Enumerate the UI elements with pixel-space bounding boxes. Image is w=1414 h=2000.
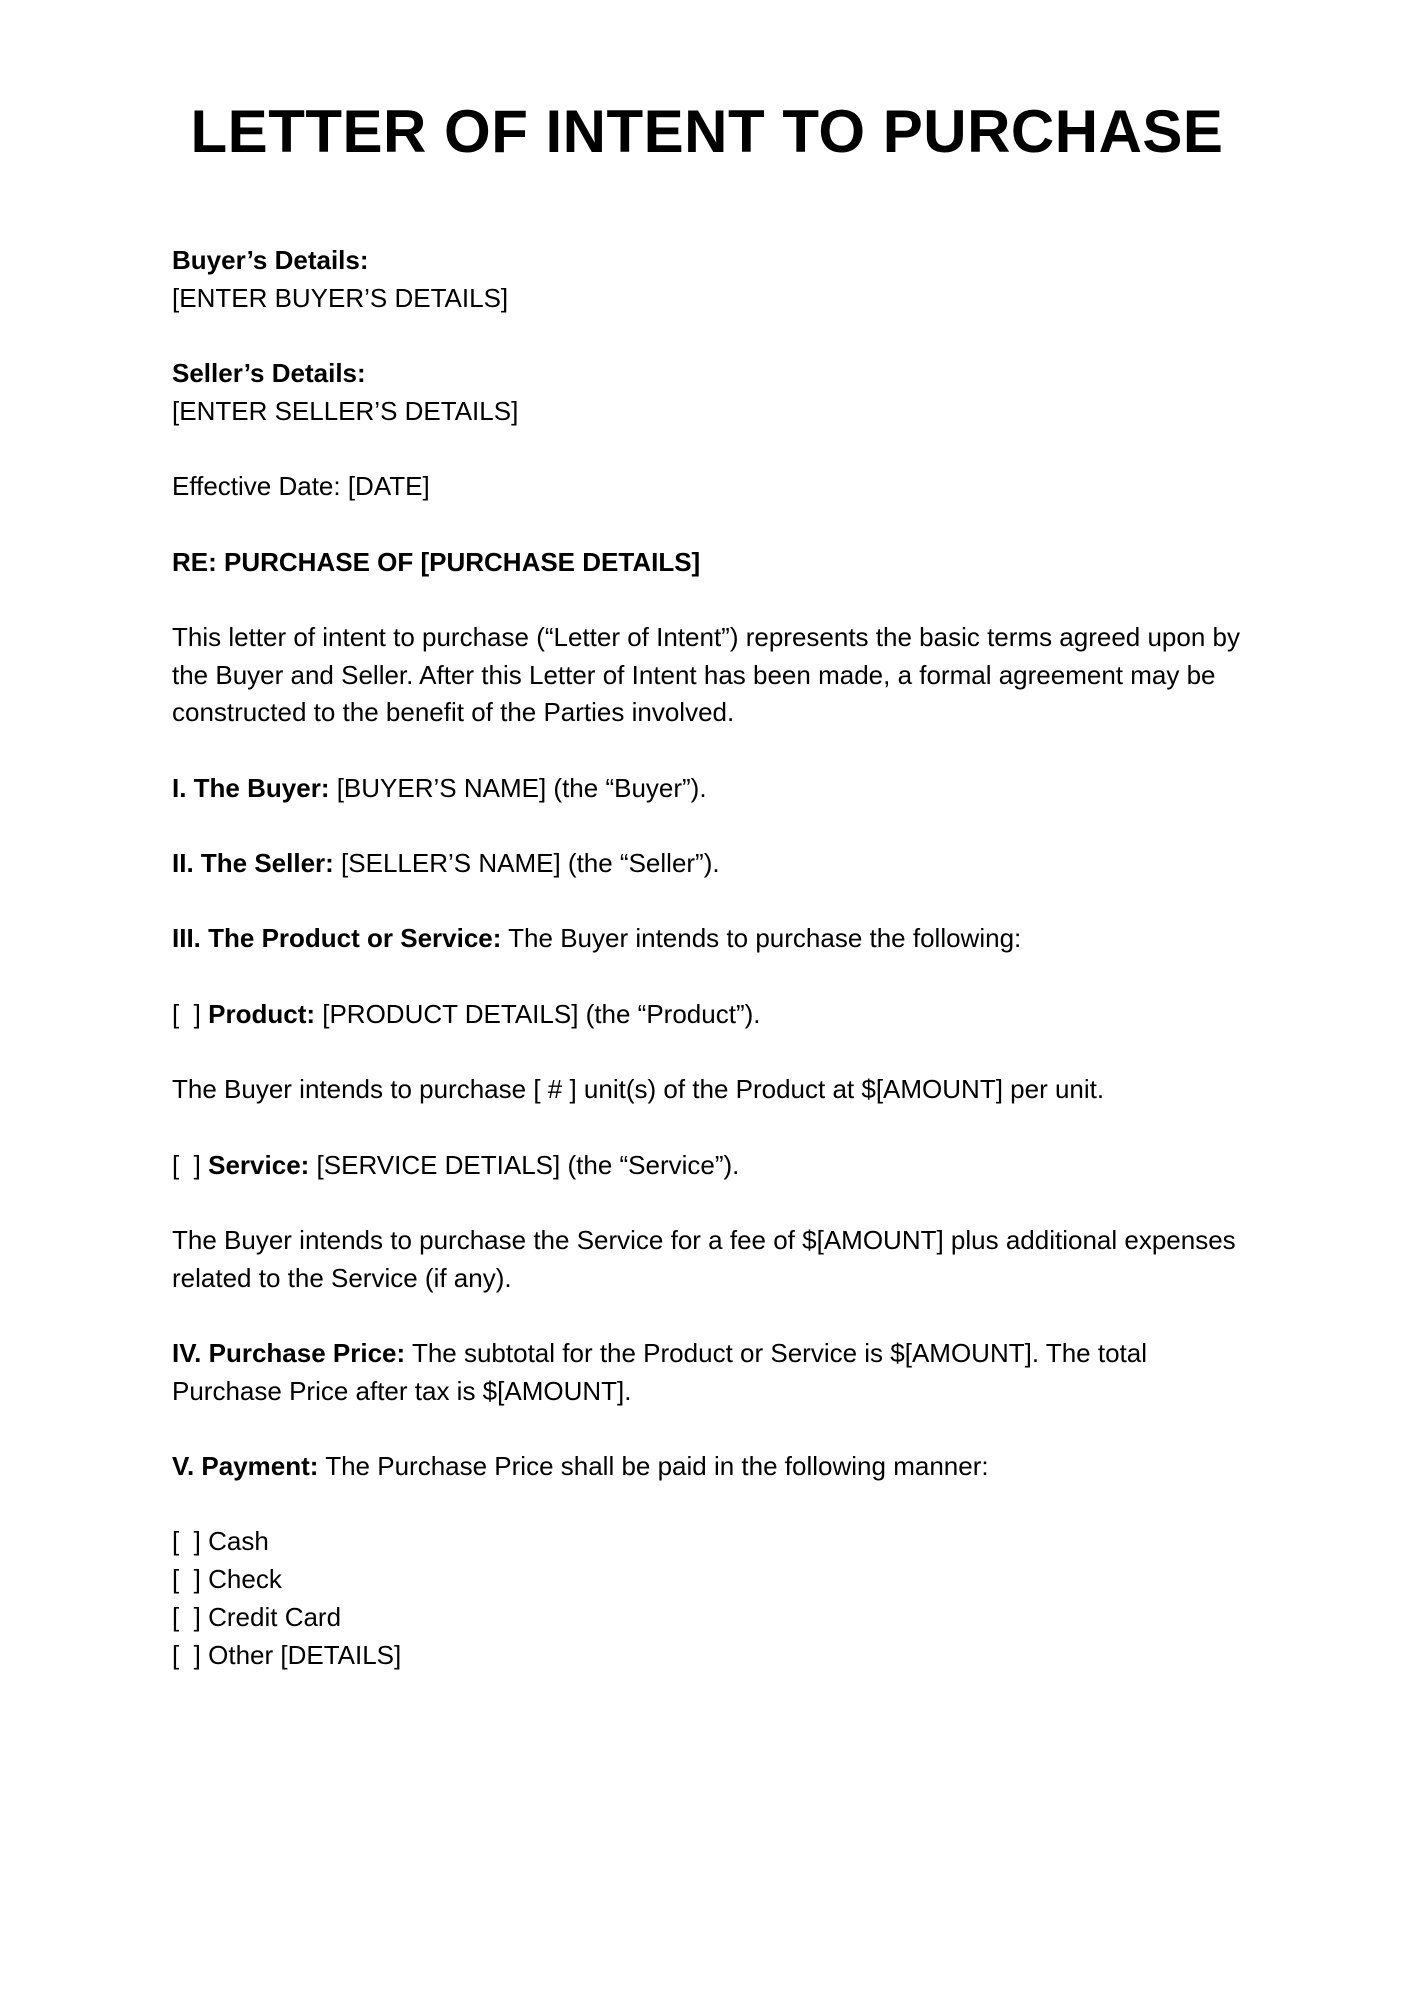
seller-details-label: Seller’s Details: [172, 358, 366, 389]
service-option [172, 1147, 1252, 1185]
seller-details-value: [ENTER SELLER’S DETAILS] [172, 395, 519, 426]
section-buyer-text: [BUYER’S NAME] (the “Buyer”). [329, 772, 707, 803]
spacer [172, 1297, 1252, 1335]
payment-option-other[interactable]: [ ] Other [DETAILS] [172, 1639, 402, 1670]
spacer [172, 807, 1252, 845]
section-product-service [172, 920, 1252, 958]
section-buyer [172, 770, 1252, 808]
section-price-text: The subtotal for the Product or Service is $[AMOUNT]. The total Purchase Price after tax is $[AMOUNT]. [172, 1338, 1147, 1406]
intro-paragraph: This letter of intent to purchase (“Letter of Intent”) represents the basic terms agreed upon by the Buyer and Seller. After this Letter of Intent has been made, a formal agreement may be constructed to the benefit of the Parties involved. [172, 621, 1240, 728]
spacer [172, 506, 1252, 544]
document-body [172, 242, 1252, 1674]
section-payment-text: The Purchase Price shall be paid in the following manner: [318, 1451, 989, 1482]
product-checkbox[interactable]: [ ] [172, 998, 209, 1029]
spacer [172, 1109, 1252, 1147]
section-product-service-label: III. The Product or Service: [172, 923, 502, 954]
product-units: The Buyer intends to purchase [ # ] unit(s) of the Product at $[AMOUNT] per unit. [172, 1074, 1105, 1105]
re-line: RE: PURCHASE OF [PURCHASE DETAILS] [172, 546, 701, 577]
document-title: LETTER OF INTENT TO PURCHASE [190, 98, 1224, 165]
service-checkbox[interactable]: [ ] [172, 1149, 209, 1180]
payment-option-check[interactable]: [ ] Check [172, 1564, 282, 1595]
section-price [172, 1335, 1252, 1410]
spacer [172, 581, 1252, 619]
section-product-service-text: The Buyer intends to purchase the following: [501, 923, 1022, 954]
buyer-details-value: [ENTER BUYER’S DETAILS] [172, 282, 509, 313]
product-option-label: Product: [208, 998, 316, 1029]
service-option-text: [SERVICE DETIALS] (the “Service”). [309, 1149, 740, 1180]
spacer [172, 430, 1252, 468]
product-option [172, 996, 1252, 1034]
spacer [172, 1410, 1252, 1448]
spacer [172, 317, 1252, 355]
spacer [172, 883, 1252, 921]
effective-date: Effective Date: [DATE] [172, 471, 430, 502]
service-option-label: Service: [208, 1149, 310, 1180]
buyer-details-label: Buyer’s Details: [172, 245, 369, 275]
section-price-label: IV. Purchase Price: [172, 1338, 406, 1369]
section-payment [172, 1448, 1252, 1486]
section-buyer-label: I. The Buyer: [172, 772, 330, 803]
section-seller-label: II. The Seller: [172, 848, 334, 879]
section-seller [172, 845, 1252, 883]
product-option-text: [PRODUCT DETAILS] (the “Product”). [315, 998, 761, 1029]
section-seller-text: [SELLER’S NAME] (the “Seller”). [333, 848, 720, 879]
service-fee-paragraph: The Buyer intends to purchase the Service for a fee of $[AMOUNT] plus additional expenses related to the Service (if any). [172, 1224, 1236, 1293]
spacer [172, 1486, 1252, 1524]
payment-option-cash[interactable]: [ ] Cash [172, 1526, 269, 1557]
section-payment-label: V. Payment: [172, 1451, 319, 1482]
spacer [172, 1184, 1252, 1222]
spacer [172, 732, 1252, 770]
spacer [172, 958, 1252, 996]
spacer [172, 1033, 1252, 1071]
payment-option-credit-card[interactable]: [ ] Credit Card [172, 1601, 342, 1632]
